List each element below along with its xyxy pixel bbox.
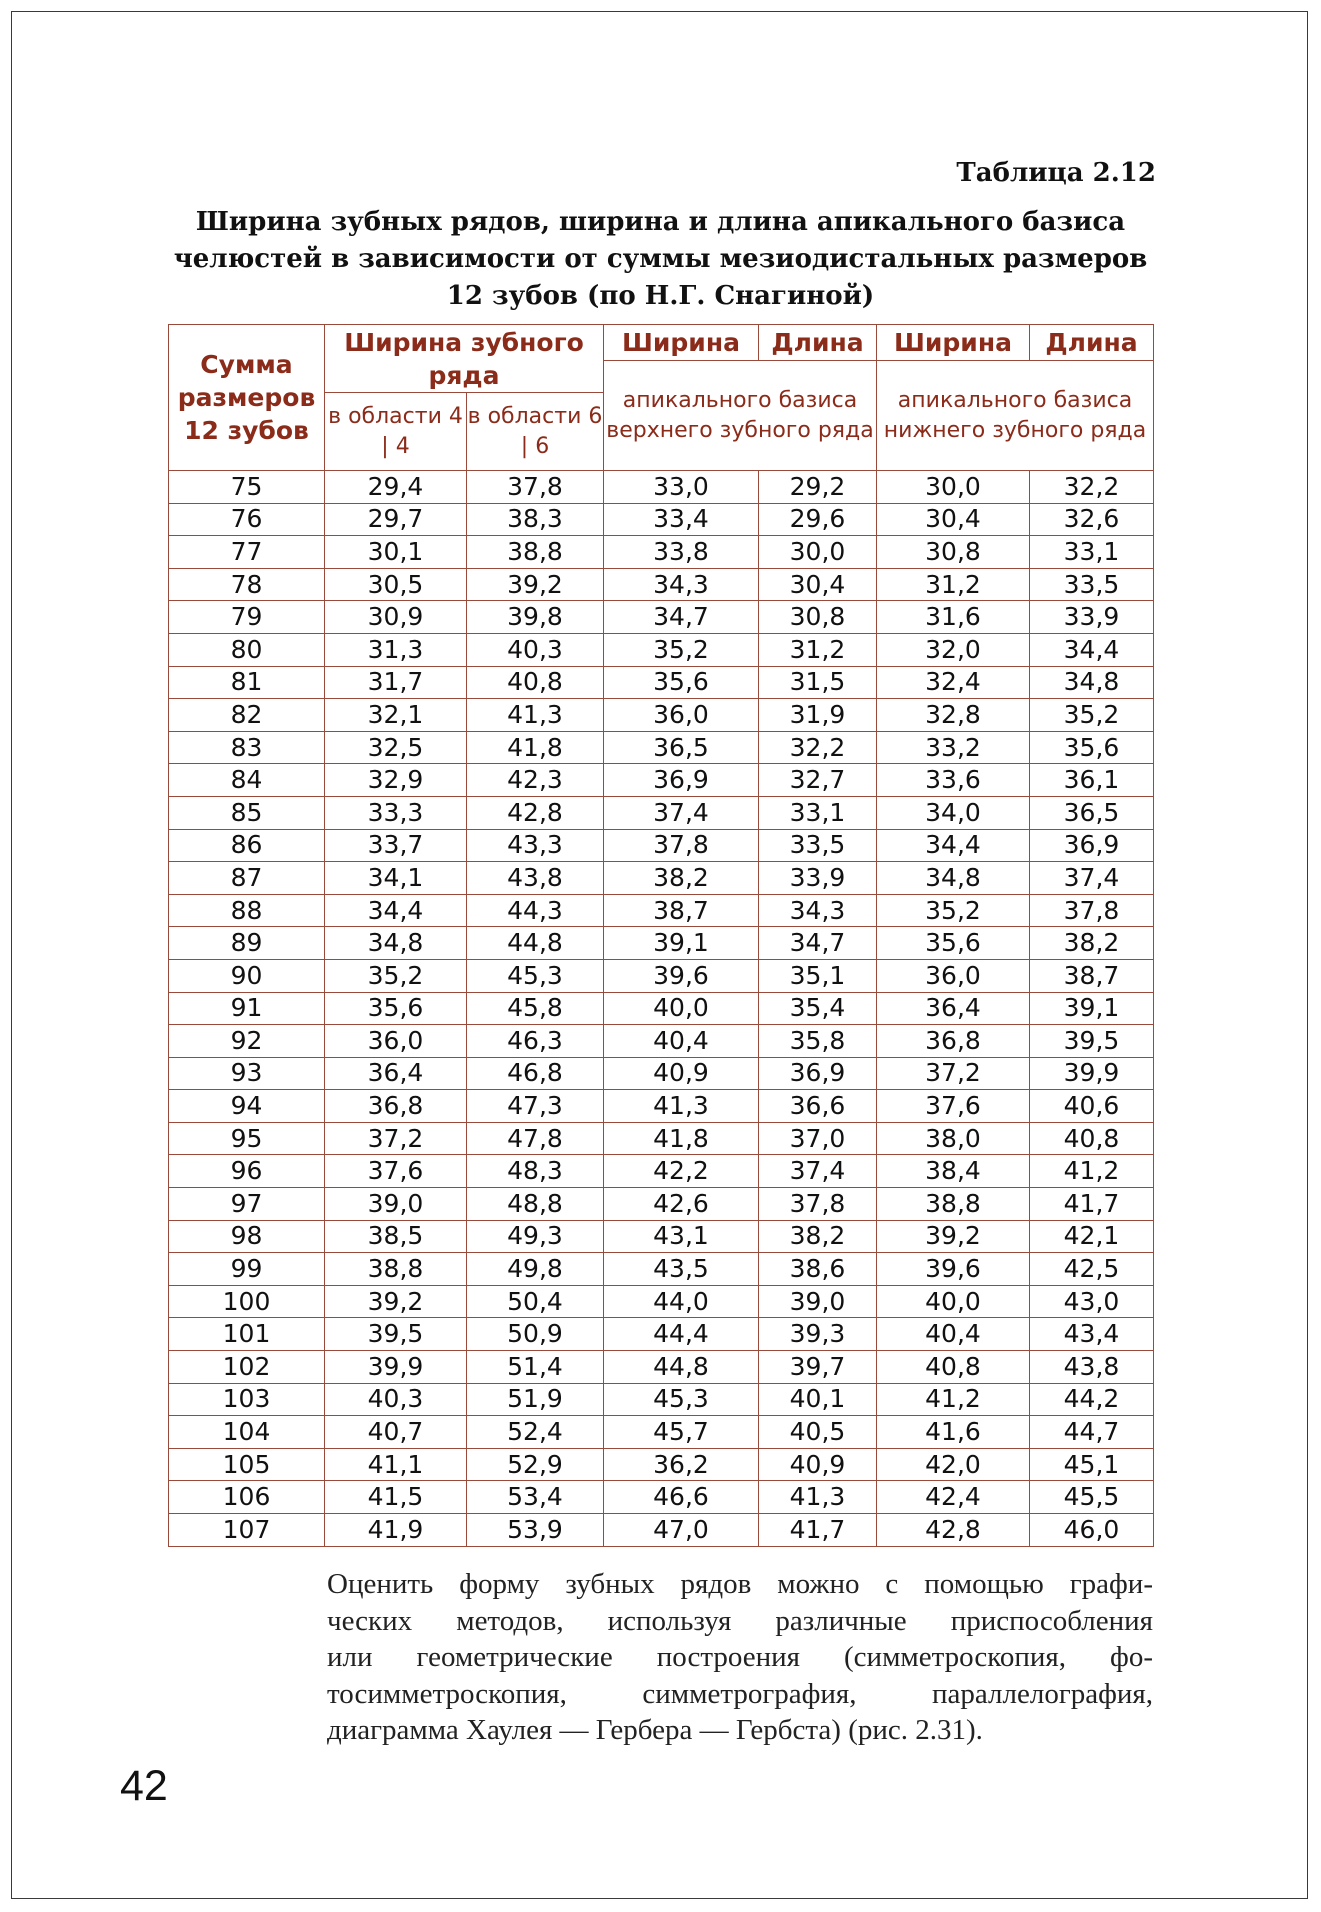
table-cell: 39,6 — [604, 959, 759, 992]
table-cell: 38,8 — [325, 1253, 467, 1286]
table-row — [169, 601, 1154, 634]
table-cell: 41,3 — [604, 1090, 759, 1123]
table-cell: 40,7 — [325, 1416, 467, 1449]
table-cell: 41,7 — [1030, 1188, 1154, 1221]
table-cell: 30,9 — [325, 601, 467, 634]
table-cell: 35,2 — [877, 894, 1030, 927]
table-row — [169, 927, 1154, 960]
table-cell: 40,0 — [877, 1285, 1030, 1318]
table-cell: 78 — [169, 568, 325, 601]
table-cell: 32,4 — [877, 666, 1030, 699]
table-cell: 46,8 — [467, 1057, 604, 1090]
table-cell: 43,4 — [1030, 1318, 1154, 1351]
table-row — [169, 536, 1154, 569]
table-cell: 32,1 — [325, 699, 467, 732]
table-cell: 105 — [169, 1448, 325, 1481]
table-cell: 42,3 — [467, 764, 604, 797]
table-row — [169, 568, 1154, 601]
table-cell: 35,2 — [325, 959, 467, 992]
table-cell: 39,1 — [1030, 992, 1154, 1025]
table-cell: 37,4 — [1030, 862, 1154, 895]
table-cell: 39,8 — [467, 601, 604, 634]
table-cell: 35,2 — [1030, 699, 1154, 732]
table-cell: 32,7 — [759, 764, 877, 797]
table-cell: 88 — [169, 894, 325, 927]
table-cell: 36,0 — [604, 699, 759, 732]
table-cell: 41,9 — [325, 1514, 467, 1547]
table-cell: 36,5 — [1030, 796, 1154, 829]
table-cell: 37,4 — [759, 1155, 877, 1188]
table-cell: 38,8 — [877, 1188, 1030, 1221]
table-cell: 91 — [169, 992, 325, 1025]
header-lower-length: Длина — [1030, 325, 1154, 361]
table-title-line: челюстей в зависимости от суммы мезиодистальных размеров — [173, 244, 1148, 274]
table-cell: 101 — [169, 1318, 325, 1351]
data-table — [168, 324, 1154, 1547]
table-cell: 53,9 — [467, 1514, 604, 1547]
header-dental-width: Ширина зубного ряда — [325, 325, 604, 393]
header-lower-sub: апикального базиса нижнего зубного ряда — [877, 361, 1154, 471]
table-cell: 36,2 — [604, 1448, 759, 1481]
table-cell: 46,0 — [1030, 1514, 1154, 1547]
table-cell: 92 — [169, 1025, 325, 1058]
table-cell: 30,5 — [325, 568, 467, 601]
table-cell: 31,5 — [759, 666, 877, 699]
table-cell: 31,3 — [325, 633, 467, 666]
table-cell: 45,3 — [467, 959, 604, 992]
table-cell: 35,6 — [1030, 731, 1154, 764]
table-cell: 32,0 — [877, 633, 1030, 666]
table-cell: 38,2 — [604, 862, 759, 895]
table-cell: 40,4 — [877, 1318, 1030, 1351]
table-cell: 84 — [169, 764, 325, 797]
table-cell: 34,8 — [877, 862, 1030, 895]
table-row — [169, 1025, 1154, 1058]
table-row — [169, 666, 1154, 699]
table-cell: 36,1 — [1030, 764, 1154, 797]
table-cell: 30,0 — [759, 536, 877, 569]
table-cell: 36,0 — [325, 1025, 467, 1058]
table-cell: 42,0 — [877, 1448, 1030, 1481]
table-cell: 45,8 — [467, 992, 604, 1025]
table-number: Таблица 2.12 — [956, 158, 1156, 188]
table-cell: 44,0 — [604, 1285, 759, 1318]
table-cell: 42,1 — [1030, 1220, 1154, 1253]
table-cell: 44,2 — [1030, 1383, 1154, 1416]
table-cell: 41,5 — [325, 1481, 467, 1514]
table-cell: 82 — [169, 699, 325, 732]
page-number: 42 — [120, 1762, 168, 1810]
table-cell: 36,9 — [604, 764, 759, 797]
table-cell: 43,8 — [1030, 1351, 1154, 1384]
table-cell: 32,5 — [325, 731, 467, 764]
table-row — [169, 959, 1154, 992]
table-cell: 39,1 — [604, 927, 759, 960]
table-row — [169, 1416, 1154, 1449]
table-row — [169, 992, 1154, 1025]
table-cell: 33,1 — [759, 796, 877, 829]
table-cell: 38,3 — [467, 503, 604, 536]
table-cell: 52,9 — [467, 1448, 604, 1481]
table-cell: 41,3 — [467, 699, 604, 732]
table-row — [169, 1318, 1154, 1351]
table-cell: 38,5 — [325, 1220, 467, 1253]
table-cell: 45,1 — [1030, 1448, 1154, 1481]
table-cell: 39,9 — [325, 1351, 467, 1384]
table-cell: 35,2 — [604, 633, 759, 666]
table-cell: 36,8 — [325, 1090, 467, 1123]
table-cell: 39,5 — [1030, 1025, 1154, 1058]
table-cell: 34,7 — [759, 927, 877, 960]
table-row — [169, 1285, 1154, 1318]
table-cell: 41,7 — [759, 1514, 877, 1547]
table-cell: 96 — [169, 1155, 325, 1188]
table-row — [169, 1090, 1154, 1123]
table-cell: 33,7 — [325, 829, 467, 862]
table-cell: 40,5 — [759, 1416, 877, 1449]
table-cell: 42,5 — [1030, 1253, 1154, 1286]
table-cell: 31,7 — [325, 666, 467, 699]
table-cell: 39,6 — [877, 1253, 1030, 1286]
table-cell: 45,5 — [1030, 1481, 1154, 1514]
table-cell: 41,8 — [604, 1122, 759, 1155]
table-cell: 107 — [169, 1514, 325, 1547]
table-cell: 29,6 — [759, 503, 877, 536]
table-cell: 44,8 — [604, 1351, 759, 1384]
table-cell: 38,7 — [1030, 959, 1154, 992]
table-cell: 81 — [169, 666, 325, 699]
table-cell: 37,2 — [877, 1057, 1030, 1090]
table-cell: 80 — [169, 633, 325, 666]
table-cell: 41,3 — [759, 1481, 877, 1514]
table-cell: 34,4 — [877, 829, 1030, 862]
table-cell: 50,9 — [467, 1318, 604, 1351]
table-cell: 40,1 — [759, 1383, 877, 1416]
table-cell: 52,4 — [467, 1416, 604, 1449]
table-cell: 43,0 — [1030, 1285, 1154, 1318]
table-cell: 94 — [169, 1090, 325, 1123]
table-cell: 37,8 — [759, 1188, 877, 1221]
header-area-66: в области 6 | 6 — [467, 393, 604, 471]
table-cell: 40,3 — [467, 633, 604, 666]
table-cell: 36,8 — [877, 1025, 1030, 1058]
table-cell: 33,4 — [604, 503, 759, 536]
table-cell: 76 — [169, 503, 325, 536]
table-cell: 47,3 — [467, 1090, 604, 1123]
table-cell: 40,8 — [467, 666, 604, 699]
table-cell: 43,1 — [604, 1220, 759, 1253]
table-cell: 39,2 — [467, 568, 604, 601]
table-row — [169, 1448, 1154, 1481]
table-cell: 106 — [169, 1481, 325, 1514]
table-cell: 33,0 — [604, 471, 759, 504]
table-cell: 34,3 — [759, 894, 877, 927]
paragraph-line: Оценить форму зубных рядов можно с помощью графи- — [327, 1568, 1153, 1600]
table-row — [169, 699, 1154, 732]
table-row — [169, 1481, 1154, 1514]
header-sum: Сумма размеров 12 зубов — [169, 325, 325, 471]
table-cell: 36,5 — [604, 731, 759, 764]
table-cell: 38,6 — [759, 1253, 877, 1286]
table-cell: 100 — [169, 1285, 325, 1318]
table-cell: 33,5 — [759, 829, 877, 862]
table-cell: 51,4 — [467, 1351, 604, 1384]
table-row — [169, 1122, 1154, 1155]
table-cell: 36,4 — [877, 992, 1030, 1025]
table-cell: 42,8 — [877, 1514, 1030, 1547]
table-cell: 35,8 — [759, 1025, 877, 1058]
table-cell: 30,8 — [877, 536, 1030, 569]
table-cell: 79 — [169, 601, 325, 634]
table-cell: 32,2 — [759, 731, 877, 764]
table-cell: 31,6 — [877, 601, 1030, 634]
table-cell: 39,7 — [759, 1351, 877, 1384]
header-upper-sub: апикального базиса верхнего зубного ряда — [604, 361, 877, 471]
table-cell: 38,4 — [877, 1155, 1030, 1188]
table-cell: 40,9 — [759, 1448, 877, 1481]
table-cell: 49,3 — [467, 1220, 604, 1253]
table-row — [169, 471, 1154, 504]
table-title-line: 12 зубов (по Н.Г. Снагиной) — [446, 281, 875, 311]
paragraph-line: тосимметроскопия, симметрография, параллелография, — [327, 1677, 1153, 1710]
table-cell: 37,4 — [604, 796, 759, 829]
table-cell: 33,1 — [1030, 536, 1154, 569]
table-row — [169, 731, 1154, 764]
table-cell: 35,4 — [759, 992, 877, 1025]
table-cell: 34,8 — [325, 927, 467, 960]
table-cell: 30,8 — [759, 601, 877, 634]
table-cell: 53,4 — [467, 1481, 604, 1514]
table-cell: 33,2 — [877, 731, 1030, 764]
table-cell: 40,4 — [604, 1025, 759, 1058]
table-cell: 104 — [169, 1416, 325, 1449]
table-cell: 37,8 — [467, 471, 604, 504]
table-row — [169, 503, 1154, 536]
table-cell: 49,8 — [467, 1253, 604, 1286]
table-cell: 51,9 — [467, 1383, 604, 1416]
table-cell: 77 — [169, 536, 325, 569]
table-cell: 43,8 — [467, 862, 604, 895]
table-cell: 40,8 — [1030, 1122, 1154, 1155]
table-cell: 47,0 — [604, 1514, 759, 1547]
table-cell: 42,8 — [467, 796, 604, 829]
table-cell: 43,5 — [604, 1253, 759, 1286]
table-cell: 33,9 — [759, 862, 877, 895]
table-title-line: Ширина зубных рядов, ширина и длина апикального базиса — [195, 207, 1126, 237]
table-cell: 41,6 — [877, 1416, 1030, 1449]
table-cell: 86 — [169, 829, 325, 862]
table-cell: 44,3 — [467, 894, 604, 927]
table-cell: 40,3 — [325, 1383, 467, 1416]
table-cell: 36,0 — [877, 959, 1030, 992]
table-cell: 30,1 — [325, 536, 467, 569]
table-cell: 38,2 — [759, 1220, 877, 1253]
table-cell: 87 — [169, 862, 325, 895]
table-cell: 38,7 — [604, 894, 759, 927]
table-row — [169, 764, 1154, 797]
table-row — [169, 1057, 1154, 1090]
table-cell: 33,6 — [877, 764, 1030, 797]
table-cell: 30,4 — [759, 568, 877, 601]
table-cell: 39,2 — [325, 1285, 467, 1318]
table-body — [169, 471, 1154, 1547]
table-cell: 40,9 — [604, 1057, 759, 1090]
table-cell: 42,2 — [604, 1155, 759, 1188]
table-cell: 30,4 — [877, 503, 1030, 536]
table-cell: 30,0 — [877, 471, 1030, 504]
table-cell: 37,8 — [604, 829, 759, 862]
table-cell: 50,4 — [467, 1285, 604, 1318]
table-cell: 34,1 — [325, 862, 467, 895]
table-cell: 34,4 — [325, 894, 467, 927]
table-cell: 99 — [169, 1253, 325, 1286]
table-cell: 34,3 — [604, 568, 759, 601]
table-cell: 37,2 — [325, 1122, 467, 1155]
table-cell: 32,6 — [1030, 503, 1154, 536]
table-row — [169, 1220, 1154, 1253]
table-cell: 41,2 — [877, 1383, 1030, 1416]
table-cell: 35,1 — [759, 959, 877, 992]
table-cell: 39,0 — [325, 1188, 467, 1221]
table-cell: 44,8 — [467, 927, 604, 960]
table-row — [169, 1383, 1154, 1416]
table-cell: 45,3 — [604, 1383, 759, 1416]
table-row — [169, 1253, 1154, 1286]
table-cell: 83 — [169, 731, 325, 764]
table-cell: 36,9 — [1030, 829, 1154, 862]
table-cell: 39,9 — [1030, 1057, 1154, 1090]
table-cell: 42,4 — [877, 1481, 1030, 1514]
table-cell: 29,2 — [759, 471, 877, 504]
table-cell: 33,5 — [1030, 568, 1154, 601]
paragraph-line: ческих методов, используя различные приспособления — [327, 1604, 1153, 1637]
header-area-44: в области 4 | 4 — [325, 393, 467, 471]
table-cell: 85 — [169, 796, 325, 829]
table-row — [169, 894, 1154, 927]
table-cell: 38,8 — [467, 536, 604, 569]
body-paragraph — [327, 1566, 1153, 1749]
table-cell: 41,1 — [325, 1448, 467, 1481]
table-row — [169, 633, 1154, 666]
table-cell: 34,8 — [1030, 666, 1154, 699]
table-cell: 98 — [169, 1220, 325, 1253]
table-cell: 102 — [169, 1351, 325, 1384]
table-cell: 39,2 — [877, 1220, 1030, 1253]
table-cell: 31,9 — [759, 699, 877, 732]
table-cell: 39,3 — [759, 1318, 877, 1351]
table-cell: 97 — [169, 1188, 325, 1221]
table-cell: 39,5 — [325, 1318, 467, 1351]
table-cell: 90 — [169, 959, 325, 992]
table-cell: 42,6 — [604, 1188, 759, 1221]
table-cell: 41,2 — [1030, 1155, 1154, 1188]
table-cell: 40,8 — [877, 1351, 1030, 1384]
table-cell: 40,6 — [1030, 1090, 1154, 1123]
table-cell: 44,4 — [604, 1318, 759, 1351]
table-cell: 40,0 — [604, 992, 759, 1025]
table-cell: 35,6 — [325, 992, 467, 1025]
table-cell: 36,9 — [759, 1057, 877, 1090]
table-cell: 38,2 — [1030, 927, 1154, 960]
table-cell: 33,3 — [325, 796, 467, 829]
header-upper-length: Длина — [759, 325, 877, 361]
table-cell: 31,2 — [759, 633, 877, 666]
table-cell: 36,4 — [325, 1057, 467, 1090]
table-cell: 47,8 — [467, 1122, 604, 1155]
table-cell: 48,8 — [467, 1188, 604, 1221]
table-row — [169, 796, 1154, 829]
table-title — [168, 204, 1153, 315]
table-cell: 37,0 — [759, 1122, 877, 1155]
table-cell: 44,7 — [1030, 1416, 1154, 1449]
table-cell: 33,8 — [604, 536, 759, 569]
table-cell: 75 — [169, 471, 325, 504]
table-row — [169, 1188, 1154, 1221]
table-row — [169, 1514, 1154, 1547]
table-cell: 34,4 — [1030, 633, 1154, 666]
table-row — [169, 829, 1154, 862]
table-cell: 45,7 — [604, 1416, 759, 1449]
table-cell: 48,3 — [467, 1155, 604, 1188]
table-cell: 41,8 — [467, 731, 604, 764]
table-cell: 35,6 — [604, 666, 759, 699]
table-header — [169, 325, 1154, 471]
table-cell: 46,3 — [467, 1025, 604, 1058]
table-cell: 93 — [169, 1057, 325, 1090]
table-cell: 46,6 — [604, 1481, 759, 1514]
table-cell: 89 — [169, 927, 325, 960]
table-cell: 34,7 — [604, 601, 759, 634]
table-cell: 95 — [169, 1122, 325, 1155]
table-row — [169, 862, 1154, 895]
table-cell: 39,0 — [759, 1285, 877, 1318]
table-cell: 34,0 — [877, 796, 1030, 829]
table-cell: 37,6 — [877, 1090, 1030, 1123]
table-cell: 32,8 — [877, 699, 1030, 732]
table-cell: 38,0 — [877, 1122, 1030, 1155]
header-lower-width: Ширина — [877, 325, 1030, 361]
table-cell: 32,9 — [325, 764, 467, 797]
header-upper-width: Ширина — [604, 325, 759, 361]
table-cell: 32,2 — [1030, 471, 1154, 504]
table-cell: 33,9 — [1030, 601, 1154, 634]
table-cell: 37,8 — [1030, 894, 1154, 927]
table-cell: 35,6 — [877, 927, 1030, 960]
table-cell: 31,2 — [877, 568, 1030, 601]
table-row — [169, 1351, 1154, 1384]
paragraph-line: или геометрические построения (симметроскопия, фо- — [327, 1641, 1153, 1673]
table-cell: 29,7 — [325, 503, 467, 536]
table-cell: 29,4 — [325, 471, 467, 504]
table-cell: 37,6 — [325, 1155, 467, 1188]
table-cell: 36,6 — [759, 1090, 877, 1123]
paragraph-line: диаграмма Хаулея — Гербера — Гербста) (рис. 2.31). — [327, 1714, 983, 1746]
table-cell: 103 — [169, 1383, 325, 1416]
table-row — [169, 1155, 1154, 1188]
table-cell: 43,3 — [467, 829, 604, 862]
